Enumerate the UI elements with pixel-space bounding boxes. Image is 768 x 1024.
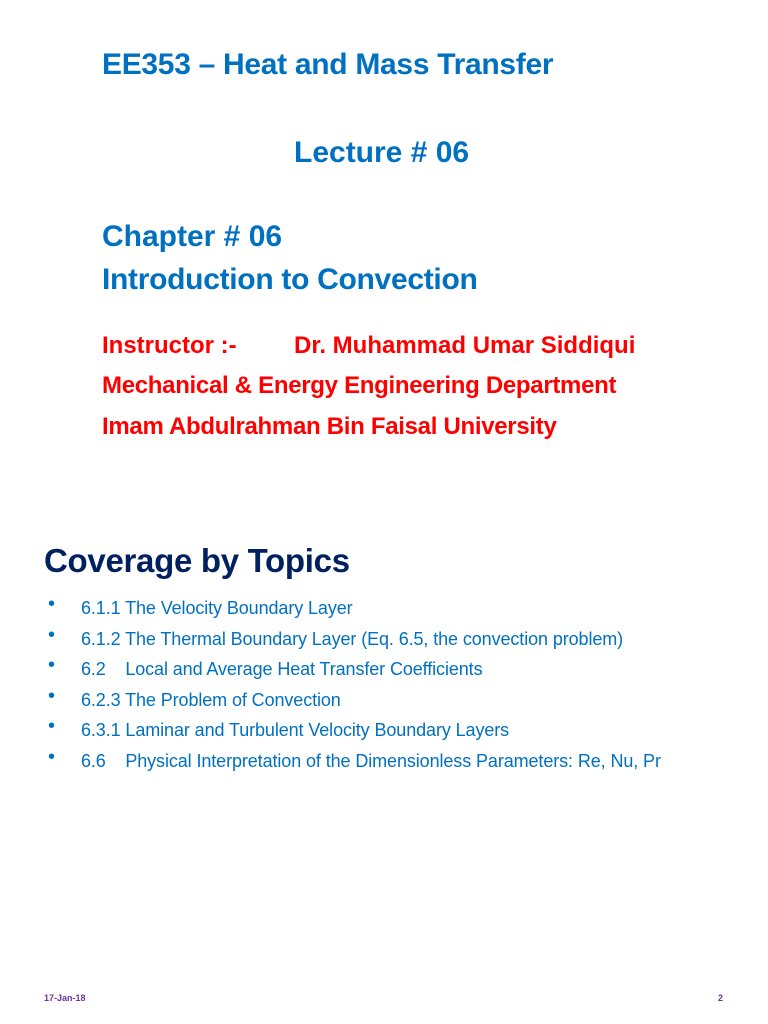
course-title: EE353 – Heat and Mass Transfer <box>102 48 554 81</box>
topic-text: 6.1.1 The Velocity Boundary Layer <box>81 598 353 618</box>
university-name: Imam Abdulrahman Bin Faisal University <box>102 413 557 440</box>
bullet-icon: • <box>48 654 56 677</box>
chapter-number: Chapter # 06 <box>102 220 283 253</box>
bullet-icon: • <box>48 593 56 615</box>
bullet-icon: • <box>48 715 56 738</box>
topic-text: 6.2.3 The Problem of Convection <box>81 689 341 710</box>
topic-text: 6.1.2 The Thermal Boundary Layer (Eq. 6.5, the convection problem) <box>81 628 624 649</box>
topic-text: 6.2 Local and Average Heat Transfer Coefficients <box>81 659 483 680</box>
topic-text: 6.6 Physical Interpretation of the Dimensionless Parameters: Re, Nu, Pr <box>81 750 661 771</box>
bullet-icon: • <box>48 623 56 646</box>
bullet-icon: • <box>48 684 56 707</box>
page-number: 2 <box>718 993 724 1003</box>
instructor-name: Dr. Muhammad Umar Siddiqui <box>294 332 636 359</box>
department-name: Mechanical & Energy Engineering Department <box>102 372 617 399</box>
lecture-number: Lecture # 06 <box>294 136 470 169</box>
bullet-icon: • <box>48 745 56 768</box>
instructor-label: Instructor :- <box>102 332 237 359</box>
chapter-title: Introduction to Convection <box>102 263 478 296</box>
footer-date: 17-Jan-18 <box>44 993 86 1003</box>
coverage-heading: Coverage by Topics <box>44 542 350 579</box>
topic-text: 6.3.1 Laminar and Turbulent Velocity Boundary Layers <box>81 720 510 741</box>
